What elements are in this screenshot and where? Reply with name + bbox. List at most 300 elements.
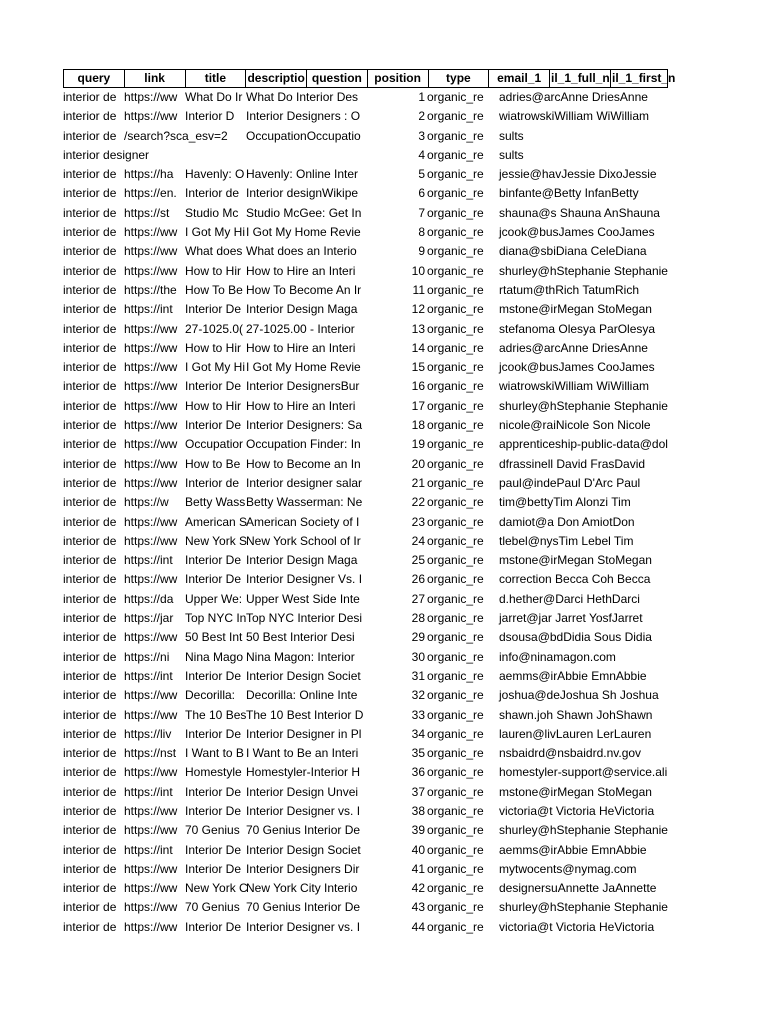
- title-cell[interactable]: Top NYC In: [185, 611, 247, 626]
- type-cell[interactable]: organic_re: [427, 630, 484, 645]
- query-cell[interactable]: interior de: [63, 591, 117, 606]
- title-cell[interactable]: Havenly: O: [185, 167, 245, 182]
- description-cell[interactable]: New York School of Ir: [246, 533, 361, 548]
- description-cell[interactable]: Interior DesignersBur: [246, 379, 360, 394]
- position-cell[interactable]: 42: [411, 881, 425, 896]
- position-cell[interactable]: 41: [411, 861, 425, 876]
- title-cell[interactable]: Nina Mago: [185, 649, 244, 664]
- title-cell[interactable]: Interior De: [185, 418, 242, 433]
- type-cell[interactable]: organic_re: [427, 340, 484, 355]
- link-cell[interactable]: https://w: [124, 495, 169, 510]
- link-cell[interactable]: https://ww: [124, 919, 178, 934]
- link-cell[interactable]: https://ww: [124, 321, 178, 336]
- position-cell[interactable]: 30: [411, 649, 425, 664]
- email-cell[interactable]: aemms@irAbbie EmnAbbie: [499, 842, 647, 857]
- description-cell[interactable]: I Want to Be an Interi: [246, 746, 359, 761]
- email-cell[interactable]: designersuAnnette JaAnnette: [499, 881, 657, 896]
- email-cell[interactable]: adries@arcAnne DriesAnne: [499, 90, 648, 104]
- title-cell[interactable]: How to Hir: [185, 340, 242, 355]
- query-cell[interactable]: interior de: [63, 398, 117, 413]
- email-cell[interactable]: mytwocents@nymag.com: [499, 861, 637, 876]
- email-cell[interactable]: apprenticeship-public-data@dol: [499, 437, 668, 452]
- email-cell[interactable]: dfrassinell David FrasDavid: [499, 456, 646, 471]
- query-cell[interactable]: interior de: [63, 881, 117, 896]
- description-cell[interactable]: 70 Genius Interior De: [246, 900, 361, 915]
- link-cell[interactable]: https://ww: [124, 437, 178, 452]
- query-cell[interactable]: interior de: [63, 90, 117, 104]
- title-cell[interactable]: Upper We:: [185, 591, 243, 606]
- description-cell[interactable]: Interior Designer Vs. I: [246, 572, 363, 587]
- header-link[interactable]: link: [125, 70, 186, 87]
- description-cell[interactable]: Interior designWikipe: [246, 186, 359, 201]
- type-cell[interactable]: organic_re: [427, 128, 484, 143]
- query-cell[interactable]: interior de: [63, 611, 117, 626]
- description-cell[interactable]: How to Hire an Interi: [246, 263, 356, 278]
- description-cell[interactable]: Havenly: Online Inter: [246, 167, 359, 182]
- query-cell[interactable]: interior de: [63, 726, 117, 741]
- link-cell[interactable]: https://ww: [124, 263, 178, 278]
- query-cell[interactable]: interior de: [63, 475, 117, 490]
- email-cell[interactable]: info@ninamagon.com: [499, 649, 616, 664]
- title-cell[interactable]: Interior De: [185, 861, 242, 876]
- type-cell[interactable]: organic_re: [427, 784, 484, 799]
- link-cell[interactable]: https://ww: [124, 244, 178, 259]
- description-cell[interactable]: Interior Designers: Sa: [246, 418, 363, 433]
- link-cell[interactable]: https://int: [124, 842, 173, 857]
- link-cell[interactable]: https://ww: [124, 379, 178, 394]
- link-cell[interactable]: https://ww: [124, 225, 178, 240]
- query-cell[interactable]: interior de: [63, 900, 117, 915]
- title-cell[interactable]: The 10 Bes: [185, 707, 247, 722]
- type-cell[interactable]: organic_re: [427, 244, 484, 259]
- title-cell[interactable]: I Got My Hi: [185, 360, 246, 375]
- query-cell[interactable]: interior de: [63, 340, 117, 355]
- link-cell[interactable]: https://ww: [124, 765, 178, 780]
- link-cell[interactable]: https://int: [124, 668, 173, 683]
- position-cell[interactable]: 26: [411, 572, 425, 587]
- email-cell[interactable]: diana@sbiDiana CeleDiana: [499, 244, 647, 259]
- link-cell[interactable]: https://ha: [124, 167, 174, 182]
- link-cell[interactable]: https://ww: [124, 475, 178, 490]
- header-email-1[interactable]: email_1: [489, 70, 550, 87]
- position-cell[interactable]: 2: [418, 109, 425, 124]
- header-description[interactable]: descriptio: [246, 70, 307, 87]
- link-cell[interactable]: https://ww: [124, 900, 178, 915]
- title-cell[interactable]: Interior De: [185, 726, 242, 741]
- position-cell[interactable]: 33: [411, 707, 425, 722]
- title-cell[interactable]: Interior De: [185, 379, 242, 394]
- email-cell[interactable]: jcook@busJames CooJames: [499, 225, 655, 240]
- title-cell[interactable]: Interior De: [185, 919, 242, 934]
- type-cell[interactable]: organic_re: [427, 418, 484, 433]
- email-cell[interactable]: rtatum@thRich TatumRich: [499, 282, 640, 297]
- position-cell[interactable]: 7: [418, 205, 425, 220]
- position-cell[interactable]: 13: [411, 321, 425, 336]
- link-cell[interactable]: https://ww: [124, 360, 178, 375]
- query-cell[interactable]: interior de: [63, 746, 117, 761]
- type-cell[interactable]: organic_re: [427, 437, 484, 452]
- link-cell[interactable]: https://ww: [124, 398, 178, 413]
- description-cell[interactable]: New York City Interio: [246, 881, 358, 896]
- query-cell[interactable]: interior de: [63, 553, 117, 568]
- title-cell[interactable]: Interior De: [185, 803, 242, 818]
- type-cell[interactable]: organic_re: [427, 900, 484, 915]
- type-cell[interactable]: organic_re: [427, 649, 484, 664]
- email-cell[interactable]: damiot@a Don AmiotDon: [499, 514, 635, 529]
- title-cell[interactable]: 70 Genius: [185, 900, 240, 915]
- title-cell[interactable]: Interior De: [185, 572, 242, 587]
- header-email-1-first-name[interactable]: il_1_first_n: [612, 71, 676, 85]
- position-cell[interactable]: 29: [411, 630, 425, 645]
- description-cell[interactable]: Nina Magon: Interior: [246, 649, 355, 664]
- query-cell[interactable]: interior de: [63, 784, 117, 799]
- query-cell[interactable]: interior designer: [63, 147, 150, 162]
- description-cell[interactable]: How to Hire an Interi: [246, 340, 356, 355]
- email-cell[interactable]: shurley@hStephanie Stephanie: [499, 398, 668, 413]
- position-cell[interactable]: 3: [418, 128, 425, 143]
- position-cell[interactable]: 40: [411, 842, 425, 857]
- link-cell[interactable]: https://ni: [124, 649, 170, 664]
- query-cell[interactable]: interior de: [63, 360, 117, 375]
- link-cell[interactable]: https://int: [124, 784, 173, 799]
- type-cell[interactable]: organic_re: [427, 765, 484, 780]
- description-cell[interactable]: I Got My Home Revie: [246, 360, 361, 375]
- email-cell[interactable]: sults: [499, 147, 524, 162]
- type-cell[interactable]: organic_re: [427, 167, 484, 182]
- description-cell[interactable]: Occupation Finder: In: [246, 437, 361, 452]
- email-cell[interactable]: wiatrowskiWilliam WiWilliam: [499, 109, 649, 124]
- position-cell[interactable]: 35: [411, 746, 425, 761]
- query-cell[interactable]: interior de: [63, 803, 117, 818]
- title-cell[interactable]: Homestyle: [185, 765, 242, 780]
- link-cell[interactable]: https://ww: [124, 823, 178, 838]
- description-cell[interactable]: Interior Designer in Pl: [246, 726, 362, 741]
- email-cell[interactable]: sults: [499, 128, 524, 143]
- position-cell[interactable]: 39: [411, 823, 425, 838]
- type-cell[interactable]: organic_re: [427, 360, 484, 375]
- position-cell[interactable]: 38: [411, 803, 425, 818]
- description-cell[interactable]: Upper West Side Inte: [246, 591, 360, 606]
- position-cell[interactable]: 8: [418, 225, 425, 240]
- title-cell[interactable]: Betty Wass: [185, 495, 246, 510]
- email-cell[interactable]: binfante@Betty InfanBetty: [499, 186, 639, 201]
- query-cell[interactable]: interior de: [63, 823, 117, 838]
- query-cell[interactable]: interior de: [63, 205, 117, 220]
- link-cell[interactable]: /search?sca_esv=2: [124, 128, 228, 143]
- type-cell[interactable]: organic_re: [427, 379, 484, 394]
- link-cell[interactable]: https://the: [124, 282, 177, 297]
- query-cell[interactable]: interior de: [63, 418, 117, 433]
- position-cell[interactable]: 25: [411, 553, 425, 568]
- position-cell[interactable]: 9: [418, 244, 425, 259]
- title-cell[interactable]: How To Be: [185, 282, 243, 297]
- title-cell[interactable]: Interior De: [185, 302, 242, 317]
- description-cell[interactable]: I Got My Home Revie: [246, 225, 361, 240]
- position-cell[interactable]: 27: [411, 591, 425, 606]
- description-cell[interactable]: 70 Genius Interior De: [246, 823, 361, 838]
- title-cell[interactable]: Interior De: [185, 668, 242, 683]
- type-cell[interactable]: organic_re: [427, 398, 484, 413]
- email-cell[interactable]: dsousa@bdDidia Sous Didia: [499, 630, 652, 645]
- email-cell[interactable]: shurley@hStephanie Stephanie: [499, 263, 668, 278]
- email-cell[interactable]: mstone@irMegan StoMegan: [499, 302, 652, 317]
- position-cell[interactable]: 17: [411, 398, 425, 413]
- email-cell[interactable]: jessie@havJessie DixoJessie: [499, 167, 657, 182]
- type-cell[interactable]: organic_re: [427, 707, 484, 722]
- query-cell[interactable]: interior de: [63, 533, 117, 548]
- email-cell[interactable]: victoria@t Victoria HeVictoria: [499, 803, 655, 818]
- type-cell[interactable]: organic_re: [427, 823, 484, 838]
- header-position[interactable]: position: [368, 70, 429, 87]
- email-cell[interactable]: mstone@irMegan StoMegan: [499, 784, 652, 799]
- position-cell[interactable]: 14: [411, 340, 425, 355]
- query-cell[interactable]: interior de: [63, 688, 117, 703]
- position-cell[interactable]: 31: [411, 668, 425, 683]
- position-cell[interactable]: 24: [411, 533, 425, 548]
- type-cell[interactable]: organic_re: [427, 302, 484, 317]
- description-cell[interactable]: Interior Design Maga: [246, 302, 358, 317]
- description-cell[interactable]: Interior Design Societ: [246, 842, 361, 857]
- title-cell[interactable]: How to Hir: [185, 398, 242, 413]
- title-cell[interactable]: What Do Ir: [185, 90, 243, 104]
- query-cell[interactable]: interior de: [63, 842, 117, 857]
- title-cell[interactable]: Interior De: [185, 784, 242, 799]
- description-cell[interactable]: Top NYC Interior Desi: [246, 611, 363, 626]
- description-cell[interactable]: Interior Designer vs. I: [246, 919, 361, 934]
- type-cell[interactable]: organic_re: [427, 861, 484, 876]
- type-cell[interactable]: organic_re: [427, 186, 484, 201]
- type-cell[interactable]: organic_re: [427, 263, 484, 278]
- description-cell[interactable]: Interior Design Unvei: [246, 784, 359, 799]
- title-cell[interactable]: Decorilla:: [185, 688, 236, 703]
- description-cell[interactable]: Interior designer salar: [246, 475, 363, 490]
- link-cell[interactable]: https://jar: [124, 611, 174, 626]
- query-cell[interactable]: interior de: [63, 263, 117, 278]
- title-cell[interactable]: How to Hir: [185, 263, 242, 278]
- description-cell[interactable]: American Society of I: [246, 514, 360, 529]
- query-cell[interactable]: interior de: [63, 186, 117, 201]
- query-cell[interactable]: interior de: [63, 321, 117, 336]
- type-cell[interactable]: organic_re: [427, 726, 484, 741]
- type-cell[interactable]: organic_re: [427, 282, 484, 297]
- description-cell[interactable]: Interior Designer vs. I: [246, 803, 361, 818]
- type-cell[interactable]: organic_re: [427, 803, 484, 818]
- position-cell[interactable]: 36: [411, 765, 425, 780]
- type-cell[interactable]: organic_re: [427, 881, 484, 896]
- link-cell[interactable]: https://ww: [124, 109, 178, 124]
- email-cell[interactable]: victoria@t Victoria HeVictoria: [499, 919, 655, 934]
- type-cell[interactable]: organic_re: [427, 919, 484, 934]
- description-cell[interactable]: Interior Designers Dir: [246, 861, 360, 876]
- title-cell[interactable]: I Got My Hi: [185, 225, 246, 240]
- type-cell[interactable]: organic_re: [427, 90, 484, 104]
- link-cell[interactable]: https://ww: [124, 707, 178, 722]
- email-cell[interactable]: adries@arcAnne DriesAnne: [499, 340, 648, 355]
- title-cell[interactable]: Interior De: [185, 553, 242, 568]
- title-cell[interactable]: Studio Mc: [185, 205, 239, 220]
- link-cell[interactable]: https://ww: [124, 514, 178, 529]
- header-type[interactable]: type: [429, 70, 490, 87]
- title-cell[interactable]: Occupatior: [185, 437, 244, 452]
- link-cell[interactable]: https://liv: [124, 726, 172, 741]
- position-cell[interactable]: 37: [411, 784, 425, 799]
- link-cell[interactable]: https://ww: [124, 90, 178, 104]
- position-cell[interactable]: 44: [411, 919, 425, 934]
- query-cell[interactable]: interior de: [63, 495, 117, 510]
- description-cell[interactable]: How To Become An Ir: [246, 282, 362, 297]
- type-cell[interactable]: organic_re: [427, 475, 484, 490]
- title-cell[interactable]: What does: [185, 244, 243, 259]
- email-cell[interactable]: wiatrowskiWilliam WiWilliam: [499, 379, 649, 394]
- position-cell[interactable]: 34: [411, 726, 425, 741]
- query-cell[interactable]: interior de: [63, 649, 117, 664]
- link-cell[interactable]: https://ww: [124, 572, 178, 587]
- title-cell[interactable]: American S: [185, 514, 248, 529]
- query-cell[interactable]: interior de: [63, 630, 117, 645]
- email-cell[interactable]: jarret@jar Jarret YosfJarret: [499, 611, 643, 626]
- type-cell[interactable]: organic_re: [427, 533, 484, 548]
- link-cell[interactable]: https://ww: [124, 418, 178, 433]
- position-cell[interactable]: 22: [411, 495, 425, 510]
- type-cell[interactable]: organic_re: [427, 205, 484, 220]
- type-cell[interactable]: organic_re: [427, 842, 484, 857]
- email-cell[interactable]: joshua@deJoshua Sh Joshua: [499, 688, 659, 703]
- position-cell[interactable]: 18: [411, 418, 425, 433]
- position-cell[interactable]: 6: [418, 186, 425, 201]
- email-cell[interactable]: tlebel@nysTim Lebel Tim: [499, 533, 634, 548]
- query-cell[interactable]: interior de: [63, 302, 117, 317]
- email-cell[interactable]: lauren@livLauren LerLauren: [499, 726, 652, 741]
- query-cell[interactable]: interior de: [63, 456, 117, 471]
- email-cell[interactable]: nicole@raiNicole Son Nicole: [499, 418, 651, 433]
- link-cell[interactable]: https://nst: [124, 746, 177, 761]
- title-cell[interactable]: Interior de: [185, 475, 240, 490]
- title-cell[interactable]: Interior De: [185, 842, 242, 857]
- title-cell[interactable]: 70 Genius: [185, 823, 240, 838]
- title-cell[interactable]: Interior de: [185, 186, 240, 201]
- email-cell[interactable]: homestyler-support@service.ali: [499, 765, 668, 780]
- link-cell[interactable]: https://int: [124, 302, 173, 317]
- type-cell[interactable]: organic_re: [427, 456, 484, 471]
- type-cell[interactable]: organic_re: [427, 611, 484, 626]
- link-cell[interactable]: https://ww: [124, 881, 178, 896]
- email-cell[interactable]: d.hether@Darci HethDarci: [499, 591, 640, 606]
- position-cell[interactable]: 32: [411, 688, 425, 703]
- email-cell[interactable]: nsbaidrd@nsbaidrd.nv.gov: [499, 746, 642, 761]
- query-cell[interactable]: interior de: [63, 514, 117, 529]
- description-cell[interactable]: Homestyler-Interior H: [246, 765, 361, 780]
- type-cell[interactable]: organic_re: [427, 514, 484, 529]
- position-cell[interactable]: 4: [418, 147, 425, 162]
- link-cell[interactable]: https://ww: [124, 688, 178, 703]
- query-cell[interactable]: interior de: [63, 572, 117, 587]
- email-cell[interactable]: stefanoma Olesya ParOlesya: [499, 321, 656, 336]
- title-cell[interactable]: 27-1025.0(: [185, 321, 244, 336]
- query-cell[interactable]: interior de: [63, 282, 117, 297]
- position-cell[interactable]: 21: [411, 475, 425, 490]
- query-cell[interactable]: interior de: [63, 861, 117, 876]
- title-cell[interactable]: Interior D: [185, 109, 235, 124]
- description-cell[interactable]: How to Become an In: [246, 456, 361, 471]
- query-cell[interactable]: interior de: [63, 225, 117, 240]
- query-cell[interactable]: interior de: [63, 919, 117, 934]
- link-cell[interactable]: https://ww: [124, 861, 178, 876]
- email-cell[interactable]: correction Becca Coh Becca: [499, 572, 651, 587]
- type-cell[interactable]: organic_re: [427, 147, 484, 162]
- type-cell[interactable]: organic_re: [427, 553, 484, 568]
- header-question[interactable]: question: [307, 70, 368, 87]
- type-cell[interactable]: organic_re: [427, 668, 484, 683]
- link-cell[interactable]: https://ww: [124, 456, 178, 471]
- description-cell[interactable]: 27-1025.00 - Interior: [246, 321, 355, 336]
- link-cell[interactable]: https://ww: [124, 533, 178, 548]
- type-cell[interactable]: organic_re: [427, 109, 484, 124]
- title-cell[interactable]: New York C: [185, 881, 248, 896]
- type-cell[interactable]: organic_re: [427, 225, 484, 240]
- email-cell[interactable]: aemms@irAbbie EmnAbbie: [499, 668, 647, 683]
- type-cell[interactable]: organic_re: [427, 321, 484, 336]
- description-cell[interactable]: Betty Wasserman: Ne: [246, 495, 363, 510]
- type-cell[interactable]: organic_re: [427, 495, 484, 510]
- description-cell[interactable]: OccupationOccupatio: [246, 128, 361, 143]
- type-cell[interactable]: organic_re: [427, 746, 484, 761]
- link-cell[interactable]: https://ww: [124, 803, 178, 818]
- description-cell[interactable]: Interior Design Maga: [246, 553, 358, 568]
- link-cell[interactable]: https://ww: [124, 340, 178, 355]
- query-cell[interactable]: interior de: [63, 167, 117, 182]
- query-cell[interactable]: interior de: [63, 437, 117, 452]
- position-cell[interactable]: 19: [411, 437, 425, 452]
- header-title[interactable]: title: [186, 70, 247, 87]
- email-cell[interactable]: shurley@hStephanie Stephanie: [499, 823, 668, 838]
- position-cell[interactable]: 16: [411, 379, 425, 394]
- position-cell[interactable]: 11: [412, 282, 425, 297]
- query-cell[interactable]: interior de: [63, 765, 117, 780]
- title-cell[interactable]: I Want to B: [185, 746, 244, 761]
- email-cell[interactable]: tim@bettyTim Alonzi Tim: [499, 495, 631, 510]
- header-email-1-full-name[interactable]: il_1_full_n: [551, 71, 610, 85]
- query-cell[interactable]: interior de: [63, 128, 117, 143]
- link-cell[interactable]: https://st: [124, 205, 170, 220]
- title-cell[interactable]: New York S: [185, 533, 248, 548]
- position-cell[interactable]: 12: [411, 302, 425, 317]
- position-cell[interactable]: 20: [411, 456, 425, 471]
- position-cell[interactable]: 43: [411, 900, 425, 915]
- position-cell[interactable]: 23: [411, 514, 425, 529]
- query-cell[interactable]: interior de: [63, 109, 117, 124]
- type-cell[interactable]: organic_re: [427, 688, 484, 703]
- description-cell[interactable]: Decorilla: Online Inte: [246, 688, 358, 703]
- link-cell[interactable]: https://int: [124, 553, 173, 568]
- link-cell[interactable]: https://ww: [124, 630, 178, 645]
- position-cell[interactable]: 15: [411, 360, 425, 375]
- description-cell[interactable]: What does an Interio: [246, 244, 357, 259]
- query-cell[interactable]: interior de: [63, 379, 117, 394]
- title-cell[interactable]: 50 Best Int: [185, 630, 243, 645]
- description-cell[interactable]: The 10 Best Interior D: [246, 707, 364, 722]
- description-cell[interactable]: Interior Design Societ: [246, 668, 361, 683]
- email-cell[interactable]: shurley@hStephanie Stephanie: [499, 900, 668, 915]
- email-cell[interactable]: jcook@busJames CooJames: [499, 360, 655, 375]
- type-cell[interactable]: organic_re: [427, 572, 484, 587]
- description-cell[interactable]: 50 Best Interior Desi: [246, 630, 355, 645]
- email-cell[interactable]: shawn.joh Shawn JohShawn: [499, 707, 653, 722]
- description-cell[interactable]: Interior Designers : O: [246, 109, 361, 124]
- email-cell[interactable]: mstone@irMegan StoMegan: [499, 553, 652, 568]
- description-cell[interactable]: Studio McGee: Get In: [246, 205, 362, 220]
- email-cell[interactable]: shauna@s Shauna AnShauna: [499, 205, 660, 220]
- query-cell[interactable]: interior de: [63, 707, 117, 722]
